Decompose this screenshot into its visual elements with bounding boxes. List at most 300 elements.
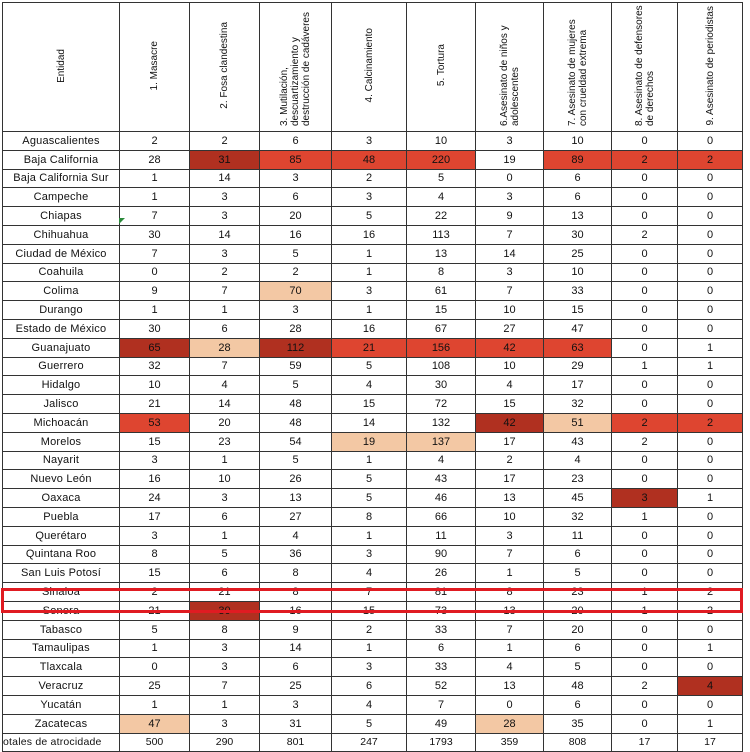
value-cell: 11: [407, 526, 476, 545]
value-cell: 0: [612, 545, 678, 564]
value-cell: 2: [612, 225, 678, 244]
value-cell: 5: [332, 714, 407, 733]
value-cell: 5: [120, 620, 190, 639]
state-name-cell: Durango: [3, 301, 120, 320]
value-cell: 25: [120, 677, 190, 696]
value-cell: 13: [476, 677, 544, 696]
value-cell: 7: [476, 225, 544, 244]
value-cell: 0: [612, 639, 678, 658]
value-cell: 36: [260, 545, 332, 564]
value-cell: 0: [612, 658, 678, 677]
value-cell: 21: [120, 395, 190, 414]
value-cell: 0: [476, 695, 544, 714]
value-cell: 5: [332, 207, 407, 226]
table-row: [3, 338, 743, 357]
value-cell: 6: [544, 695, 612, 714]
value-cell: 3: [120, 526, 190, 545]
value-cell: 66: [407, 507, 476, 526]
value-cell: 17: [544, 376, 612, 395]
value-cell: 10: [476, 301, 544, 320]
value-cell: 11: [544, 526, 612, 545]
value-cell: 3: [476, 526, 544, 545]
value-cell: 6: [190, 564, 260, 583]
value-cell: 6: [190, 319, 260, 338]
value-cell: 0: [678, 263, 743, 282]
value-cell: 3: [190, 639, 260, 658]
value-cell: 2: [612, 413, 678, 432]
value-cell: 1: [120, 169, 190, 188]
state-name-cell: Baja California Sur: [3, 169, 120, 188]
value-cell: 21: [190, 583, 260, 602]
value-cell: 1: [332, 451, 407, 470]
value-cell: 2: [678, 601, 743, 620]
value-cell: 1: [120, 188, 190, 207]
header-row: [3, 3, 743, 132]
total-value-cell: 290: [190, 733, 260, 752]
value-cell: 3: [332, 282, 407, 301]
value-cell: 49: [407, 714, 476, 733]
value-cell: 0: [612, 564, 678, 583]
value-cell: 17: [476, 432, 544, 451]
value-cell: 3: [190, 714, 260, 733]
value-cell: 30: [120, 225, 190, 244]
value-cell: 1: [190, 695, 260, 714]
value-cell: 3: [332, 545, 407, 564]
value-cell: 85: [260, 150, 332, 169]
header-defensores: 8. Asesinato de defensores de derechos: [612, 3, 678, 132]
value-cell: 20: [190, 413, 260, 432]
value-cell: 3: [190, 244, 260, 263]
value-cell: 0: [612, 526, 678, 545]
table-row: [3, 658, 743, 677]
value-cell: 2: [612, 677, 678, 696]
value-cell: 3: [476, 132, 544, 151]
value-cell: 0: [612, 169, 678, 188]
value-cell: 5: [332, 489, 407, 508]
value-cell: 15: [407, 301, 476, 320]
table-row: [3, 714, 743, 733]
value-cell: 0: [678, 507, 743, 526]
value-cell: 48: [544, 677, 612, 696]
value-cell: 108: [407, 357, 476, 376]
value-cell: 4: [476, 658, 544, 677]
value-cell: 15: [476, 395, 544, 414]
value-cell: 112: [260, 338, 332, 357]
table-row: [3, 432, 743, 451]
totals-label-cell: otales de atrocidade: [3, 733, 120, 752]
value-cell: 1: [476, 639, 544, 658]
value-cell: 8: [332, 507, 407, 526]
value-cell: 5: [407, 169, 476, 188]
value-cell: 26: [407, 564, 476, 583]
value-cell: 5: [260, 451, 332, 470]
state-name-cell: Nuevo León: [3, 470, 120, 489]
value-cell: 59: [260, 357, 332, 376]
value-cell: 25: [260, 677, 332, 696]
value-cell: 1: [190, 526, 260, 545]
state-name-cell: Oaxaca: [3, 489, 120, 508]
value-cell: 0: [678, 395, 743, 414]
value-cell: 0: [678, 132, 743, 151]
value-cell: 0: [612, 207, 678, 226]
value-cell: 0: [120, 658, 190, 677]
value-cell: 2: [476, 451, 544, 470]
value-cell: 10: [120, 376, 190, 395]
value-cell: 6: [544, 545, 612, 564]
value-cell: 30: [544, 225, 612, 244]
value-cell: 14: [190, 169, 260, 188]
value-cell: 32: [544, 507, 612, 526]
value-cell: 1: [332, 639, 407, 658]
value-cell: 8: [120, 545, 190, 564]
value-cell: 1: [190, 451, 260, 470]
value-cell: 28: [120, 150, 190, 169]
value-cell: 19: [332, 432, 407, 451]
value-cell: 28: [476, 714, 544, 733]
value-cell: 3: [612, 489, 678, 508]
value-cell: 10: [544, 132, 612, 151]
table-row: [3, 677, 743, 696]
value-cell: 7: [190, 282, 260, 301]
value-cell: 6: [260, 132, 332, 151]
value-cell: 30: [190, 601, 260, 620]
value-cell: 8: [260, 564, 332, 583]
value-cell: 28: [190, 338, 260, 357]
value-cell: 2: [190, 132, 260, 151]
value-cell: 113: [407, 225, 476, 244]
value-cell: 3: [260, 169, 332, 188]
value-cell: 0: [678, 376, 743, 395]
value-cell: 0: [612, 338, 678, 357]
value-cell: 1: [332, 244, 407, 263]
value-cell: 43: [407, 470, 476, 489]
state-name-cell: Campeche: [3, 188, 120, 207]
value-cell: 0: [476, 169, 544, 188]
state-name-cell: Tamaulipas: [3, 639, 120, 658]
table-row: [3, 620, 743, 639]
value-cell: 0: [678, 545, 743, 564]
value-cell: 15: [332, 601, 407, 620]
value-cell: 4: [476, 376, 544, 395]
cell-comment-marker: [119, 218, 125, 224]
value-cell: 70: [260, 282, 332, 301]
value-cell: 13: [476, 601, 544, 620]
value-cell: 8: [476, 583, 544, 602]
table-row: [3, 564, 743, 583]
value-cell: 63: [544, 338, 612, 357]
value-cell: 7: [476, 545, 544, 564]
state-name-cell: Guerrero: [3, 357, 120, 376]
value-cell: 2: [612, 432, 678, 451]
state-name-cell: Coahuila: [3, 263, 120, 282]
value-cell: 3: [190, 207, 260, 226]
value-cell: 42: [476, 338, 544, 357]
value-cell: 3: [332, 658, 407, 677]
value-cell: 16: [332, 319, 407, 338]
value-cell: 67: [407, 319, 476, 338]
value-cell: 1: [476, 564, 544, 583]
value-cell: 1: [190, 301, 260, 320]
state-name-cell: Ciudad de México: [3, 244, 120, 263]
value-cell: 52: [407, 677, 476, 696]
table-row: [3, 301, 743, 320]
table-row: [3, 545, 743, 564]
header-calcinamiento: 4. Calcinamiento: [332, 3, 407, 132]
value-cell: 9: [260, 620, 332, 639]
value-cell: 54: [260, 432, 332, 451]
value-cell: 1: [612, 357, 678, 376]
value-cell: 20: [544, 620, 612, 639]
value-cell: 14: [190, 395, 260, 414]
table-row: [3, 225, 743, 244]
state-name-cell: San Luis Potosí: [3, 564, 120, 583]
value-cell: 5: [260, 376, 332, 395]
value-cell: 26: [260, 470, 332, 489]
value-cell: 15: [332, 395, 407, 414]
table-row: [3, 413, 743, 432]
value-cell: 0: [678, 658, 743, 677]
value-cell: 24: [120, 489, 190, 508]
value-cell: 137: [407, 432, 476, 451]
table-row: [3, 244, 743, 263]
value-cell: 3: [260, 695, 332, 714]
value-cell: 16: [332, 225, 407, 244]
state-name-cell: Morelos: [3, 432, 120, 451]
value-cell: 6: [407, 639, 476, 658]
value-cell: 2: [190, 263, 260, 282]
value-cell: 6: [190, 507, 260, 526]
state-name-cell: Querétaro: [3, 526, 120, 545]
table-row: [3, 601, 743, 620]
value-cell: 0: [612, 244, 678, 263]
value-cell: 89: [544, 150, 612, 169]
value-cell: 19: [476, 150, 544, 169]
table-row: [3, 639, 743, 658]
value-cell: 27: [260, 507, 332, 526]
value-cell: 14: [190, 225, 260, 244]
value-cell: 30: [407, 376, 476, 395]
value-cell: 0: [612, 451, 678, 470]
table-row: [3, 695, 743, 714]
value-cell: 1: [332, 301, 407, 320]
header-ninos: 6.Asesinato de niños y adolescentes: [476, 3, 544, 132]
value-cell: 0: [678, 526, 743, 545]
value-cell: 1: [678, 714, 743, 733]
value-cell: 22: [407, 207, 476, 226]
value-cell: 29: [544, 357, 612, 376]
value-cell: 28: [260, 319, 332, 338]
value-cell: 81: [407, 583, 476, 602]
value-cell: 21: [332, 338, 407, 357]
value-cell: 3: [190, 489, 260, 508]
value-cell: 0: [678, 451, 743, 470]
value-cell: 48: [260, 395, 332, 414]
header-fosa: 2. Fosa clandestina: [190, 3, 260, 132]
value-cell: 0: [678, 244, 743, 263]
value-cell: 25: [544, 244, 612, 263]
state-name-cell: Colima: [3, 282, 120, 301]
value-cell: 20: [544, 601, 612, 620]
value-cell: 2: [612, 150, 678, 169]
value-cell: 2: [260, 263, 332, 282]
value-cell: 30: [120, 319, 190, 338]
value-cell: 3: [476, 263, 544, 282]
table-row: [3, 169, 743, 188]
total-value-cell: 17: [612, 733, 678, 752]
value-cell: 6: [260, 658, 332, 677]
value-cell: 4: [678, 677, 743, 696]
value-cell: 1: [678, 338, 743, 357]
value-cell: 4: [544, 451, 612, 470]
state-name-cell: Michoacán: [3, 413, 120, 432]
value-cell: 220: [407, 150, 476, 169]
value-cell: 0: [612, 188, 678, 207]
value-cell: 15: [544, 301, 612, 320]
value-cell: 5: [190, 545, 260, 564]
value-cell: 2: [678, 150, 743, 169]
state-name-cell: Guanajuato: [3, 338, 120, 357]
value-cell: 51: [544, 413, 612, 432]
value-cell: 10: [544, 263, 612, 282]
value-cell: 33: [407, 658, 476, 677]
header-masacre: 1. Masacre: [120, 3, 190, 132]
total-value-cell: 1793: [407, 733, 476, 752]
value-cell: 13: [260, 489, 332, 508]
table-row: [3, 583, 743, 602]
value-cell: 4: [332, 376, 407, 395]
value-cell: 17: [120, 507, 190, 526]
value-cell: 1: [612, 583, 678, 602]
value-cell: 3: [332, 188, 407, 207]
value-cell: 0: [612, 263, 678, 282]
value-cell: 8: [407, 263, 476, 282]
table-row: [3, 507, 743, 526]
value-cell: 13: [476, 489, 544, 508]
value-cell: 6: [544, 188, 612, 207]
atrocities-table: [2, 2, 743, 752]
value-cell: 10: [476, 507, 544, 526]
value-cell: 2: [120, 132, 190, 151]
value-cell: 0: [678, 169, 743, 188]
value-cell: 1: [120, 639, 190, 658]
value-cell: 10: [407, 132, 476, 151]
value-cell: 31: [260, 714, 332, 733]
value-cell: 0: [678, 620, 743, 639]
value-cell: 1: [678, 357, 743, 376]
total-value-cell: 247: [332, 733, 407, 752]
value-cell: 16: [260, 225, 332, 244]
value-cell: 0: [612, 695, 678, 714]
value-cell: 14: [260, 639, 332, 658]
value-cell: 0: [612, 319, 678, 338]
state-name-cell: Yucatán: [3, 695, 120, 714]
value-cell: 2: [678, 583, 743, 602]
value-cell: 35: [544, 714, 612, 733]
header-tortura: 5. Tortura: [407, 3, 476, 132]
value-cell: 43: [544, 432, 612, 451]
value-cell: 21: [120, 601, 190, 620]
value-cell: 7: [190, 357, 260, 376]
value-cell: 7: [120, 244, 190, 263]
value-cell: 3: [260, 301, 332, 320]
value-cell: 0: [612, 470, 678, 489]
value-cell: 16: [260, 601, 332, 620]
value-cell: 1: [678, 489, 743, 508]
state-name-cell: Zacatecas: [3, 714, 120, 733]
value-cell: 0: [612, 395, 678, 414]
value-cell: 1: [120, 695, 190, 714]
value-cell: 47: [120, 714, 190, 733]
value-cell: 10: [476, 357, 544, 376]
value-cell: 47: [544, 319, 612, 338]
value-cell: 7: [190, 677, 260, 696]
value-cell: 48: [260, 413, 332, 432]
table-row: [3, 319, 743, 338]
value-cell: 132: [407, 413, 476, 432]
value-cell: 15: [120, 432, 190, 451]
table-row: [3, 132, 743, 151]
value-cell: 5: [544, 564, 612, 583]
value-cell: 1: [612, 601, 678, 620]
value-cell: 5: [332, 470, 407, 489]
value-cell: 0: [678, 319, 743, 338]
value-cell: 1: [678, 639, 743, 658]
table-row: [3, 376, 743, 395]
table-row: [3, 470, 743, 489]
value-cell: 3: [332, 132, 407, 151]
value-cell: 2: [678, 413, 743, 432]
value-cell: 45: [544, 489, 612, 508]
state-name-cell: Hidalgo: [3, 376, 120, 395]
table-row: [3, 207, 743, 226]
header-mujeres: 7. Asesinato de mujeres con crueldad extrema: [544, 3, 612, 132]
value-cell: 7: [332, 583, 407, 602]
value-cell: 0: [678, 282, 743, 301]
state-name-cell: Nayarit: [3, 451, 120, 470]
table-row: [3, 150, 743, 169]
value-cell: 3: [190, 658, 260, 677]
state-name-cell: Chihuahua: [3, 225, 120, 244]
value-cell: 2: [332, 169, 407, 188]
table-row: [3, 451, 743, 470]
table-row: [3, 526, 743, 545]
value-cell: 7: [476, 620, 544, 639]
value-cell: 6: [544, 639, 612, 658]
value-cell: 4: [260, 526, 332, 545]
total-value-cell: 359: [476, 733, 544, 752]
value-cell: 46: [407, 489, 476, 508]
value-cell: 5: [332, 357, 407, 376]
value-cell: 0: [678, 301, 743, 320]
state-name-cell: Aguascalientes: [3, 132, 120, 151]
value-cell: 42: [476, 413, 544, 432]
table-body: [3, 132, 743, 752]
value-cell: 0: [678, 432, 743, 451]
value-cell: 0: [612, 376, 678, 395]
value-cell: 23: [544, 583, 612, 602]
table-row: [3, 263, 743, 282]
value-cell: 23: [190, 432, 260, 451]
value-cell: 4: [407, 188, 476, 207]
value-cell: 73: [407, 601, 476, 620]
value-cell: 0: [678, 695, 743, 714]
value-cell: 0: [612, 714, 678, 733]
value-cell: 156: [407, 338, 476, 357]
value-cell: 9: [120, 282, 190, 301]
state-name-cell: Quintana Roo: [3, 545, 120, 564]
value-cell: 1: [120, 301, 190, 320]
value-cell: 4: [332, 564, 407, 583]
